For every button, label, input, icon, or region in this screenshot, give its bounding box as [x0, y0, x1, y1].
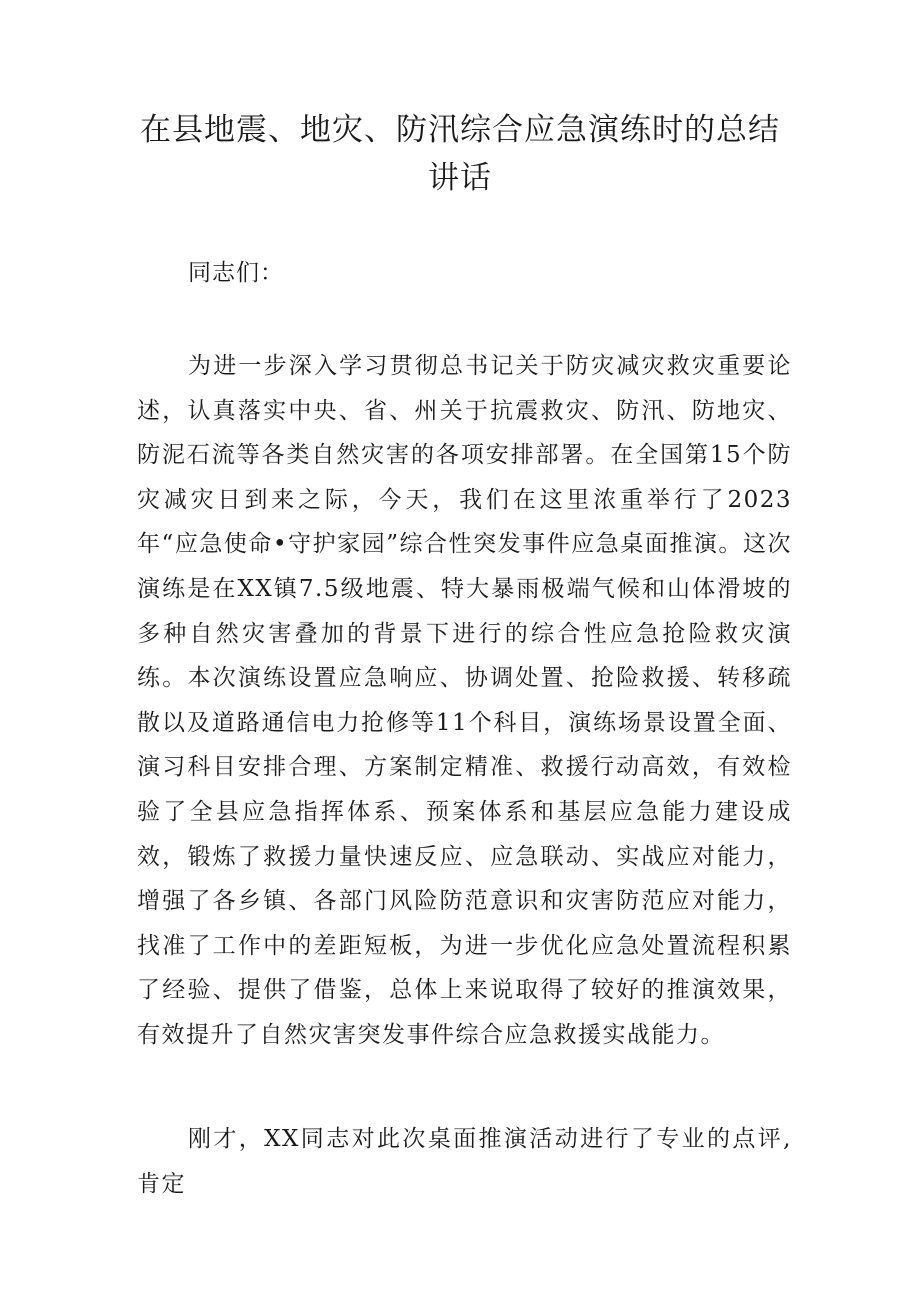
document-title: 在县地震、地灾、防汛综合应急演练时的总结讲话 [140, 112, 780, 196]
body-paragraph-2: 刚才，XX同志对此次桌面推演活动进行了专业的点评,肯定 [137, 1126, 792, 1197]
greeting: 同志们： [188, 260, 284, 286]
body-paragraph-1: 为进一步深入学习贯彻总书记关于防灾减灾救灾重要论述，认真落实中央、省、州关于抗震救灾、防汛、防地灾、防泥石流等各类自然灾害的各项安排部署。在全国第15个防灾减灾日到来之际，今天，我们在这里浓重举行了2023年“应急使命•守护家园”综合性突发事件应急桌面推演。这次演练是在XX镇7.5级地震、特大暴雨极端气候和山体滑坡的多种自然灾害叠加的背景下进行的综合性应急抢险救灾演练。本次演练设置应急响应、协调处置、抢险救援、转移疏散以及道路通信电力抢修等11个科目，演练场景设置全面、演习科目安排合理、方案制定精准、救援行动高效，有效检验了全县应急指挥体系、预案体系和基层应急能力建设成效，锻炼了救援力量快速反应、应急联动、实战应对能力，增强了各乡镇、各部门风险防范意识和灾害防范应对能力，找准了工作中的差距短板，为进一步优化应急处置流程积累了经验、提供了借鉴，总体上来说取得了较好的推演效果，有效提升了自然灾害突发事件综合应急救援实战能力。 [137, 353, 792, 1048]
